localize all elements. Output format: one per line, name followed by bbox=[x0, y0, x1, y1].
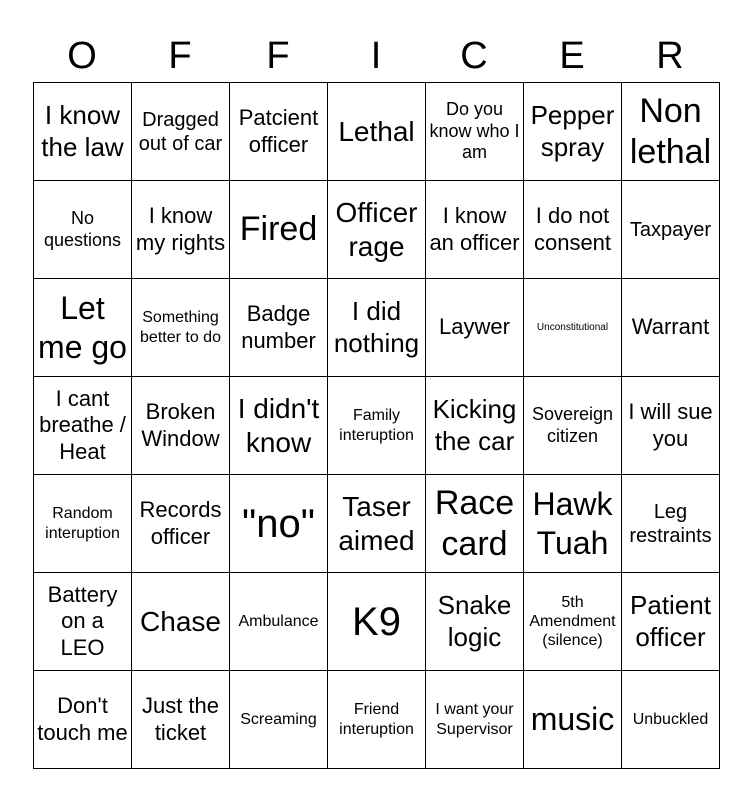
board-row bbox=[34, 377, 720, 475]
bingo-cell: music bbox=[524, 671, 622, 769]
bingo-cell: Officer rage bbox=[328, 181, 426, 279]
bingo-cell: Sovereign citizen bbox=[524, 377, 622, 475]
bingo-cell: Dragged out of car bbox=[132, 83, 230, 181]
bingo-cell: Patcient officer bbox=[230, 83, 328, 181]
bingo-cell: Badge number bbox=[230, 279, 328, 377]
bingo-cell: Family interuption bbox=[328, 377, 426, 475]
board-row bbox=[34, 573, 720, 671]
board-row bbox=[34, 181, 720, 279]
bingo-cell: Let me go bbox=[34, 279, 132, 377]
bingo-cell: Patient officer bbox=[622, 573, 720, 671]
bingo-cell: Race card bbox=[426, 475, 524, 573]
bingo-cell: Unconstitutional bbox=[524, 279, 622, 377]
bingo-cell: Laywer bbox=[426, 279, 524, 377]
bingo-cell: Lethal bbox=[328, 83, 426, 181]
header-letter: F bbox=[168, 35, 192, 77]
bingo-cell: "no" bbox=[230, 475, 328, 573]
bingo-cell: Don't touch me bbox=[34, 671, 132, 769]
bingo-cell: Battery on a LEO bbox=[34, 573, 132, 671]
header-letter: R bbox=[656, 35, 684, 77]
board-row bbox=[34, 671, 720, 769]
bingo-cell: Kicking the car bbox=[426, 377, 524, 475]
bingo-cell: I will sue you bbox=[622, 377, 720, 475]
bingo-cell: Hawk Tuah bbox=[524, 475, 622, 573]
bingo-cell: I want your Supervisor bbox=[426, 671, 524, 769]
bingo-cell: 5th Amendment (silence) bbox=[524, 573, 622, 671]
bingo-cell: Friend interuption bbox=[328, 671, 426, 769]
bingo-cell: Ambulance bbox=[230, 573, 328, 671]
header-letter: F bbox=[266, 35, 290, 77]
bingo-cell: Pepper spray bbox=[524, 83, 622, 181]
bingo-cell: K9 bbox=[328, 573, 426, 671]
bingo-cell: No questions bbox=[34, 181, 132, 279]
board-row bbox=[34, 279, 720, 377]
bingo-cell: I know the law bbox=[34, 83, 132, 181]
bingo-cell: I cant breathe / Heat bbox=[34, 377, 132, 475]
bingo-cell: Do you know who I am bbox=[426, 83, 524, 181]
bingo-cell: I didn't know bbox=[230, 377, 328, 475]
bingo-cell: I know my rights bbox=[132, 181, 230, 279]
bingo-cell: Screaming bbox=[230, 671, 328, 769]
header-letter: C bbox=[460, 35, 488, 77]
bingo-cell: Non lethal bbox=[622, 83, 720, 181]
bingo-cell: Just the ticket bbox=[132, 671, 230, 769]
bingo-cell: Chase bbox=[132, 573, 230, 671]
bingo-header bbox=[33, 30, 719, 82]
bingo-cell: Something better to do bbox=[132, 279, 230, 377]
bingo-cell: I did nothing bbox=[328, 279, 426, 377]
bingo-board bbox=[33, 82, 720, 769]
bingo-cell: Unbuckled bbox=[622, 671, 720, 769]
board-row bbox=[34, 475, 720, 573]
bingo-cell: Broken Window bbox=[132, 377, 230, 475]
bingo-cell: Taxpayer bbox=[622, 181, 720, 279]
bingo-cell: Random interuption bbox=[34, 475, 132, 573]
bingo-cell: Warrant bbox=[622, 279, 720, 377]
header-letter: I bbox=[370, 35, 382, 77]
bingo-cell: Fired bbox=[230, 181, 328, 279]
board-row bbox=[34, 83, 720, 181]
bingo-cell: Records officer bbox=[132, 475, 230, 573]
bingo-cell: I do not consent bbox=[524, 181, 622, 279]
bingo-cell: I know an officer bbox=[426, 181, 524, 279]
header-letter: O bbox=[67, 35, 97, 77]
bingo-cell: Leg restraints bbox=[622, 475, 720, 573]
header-letter: E bbox=[559, 35, 585, 77]
bingo-cell: Snake logic bbox=[426, 573, 524, 671]
bingo-cell: Taser aimed bbox=[328, 475, 426, 573]
